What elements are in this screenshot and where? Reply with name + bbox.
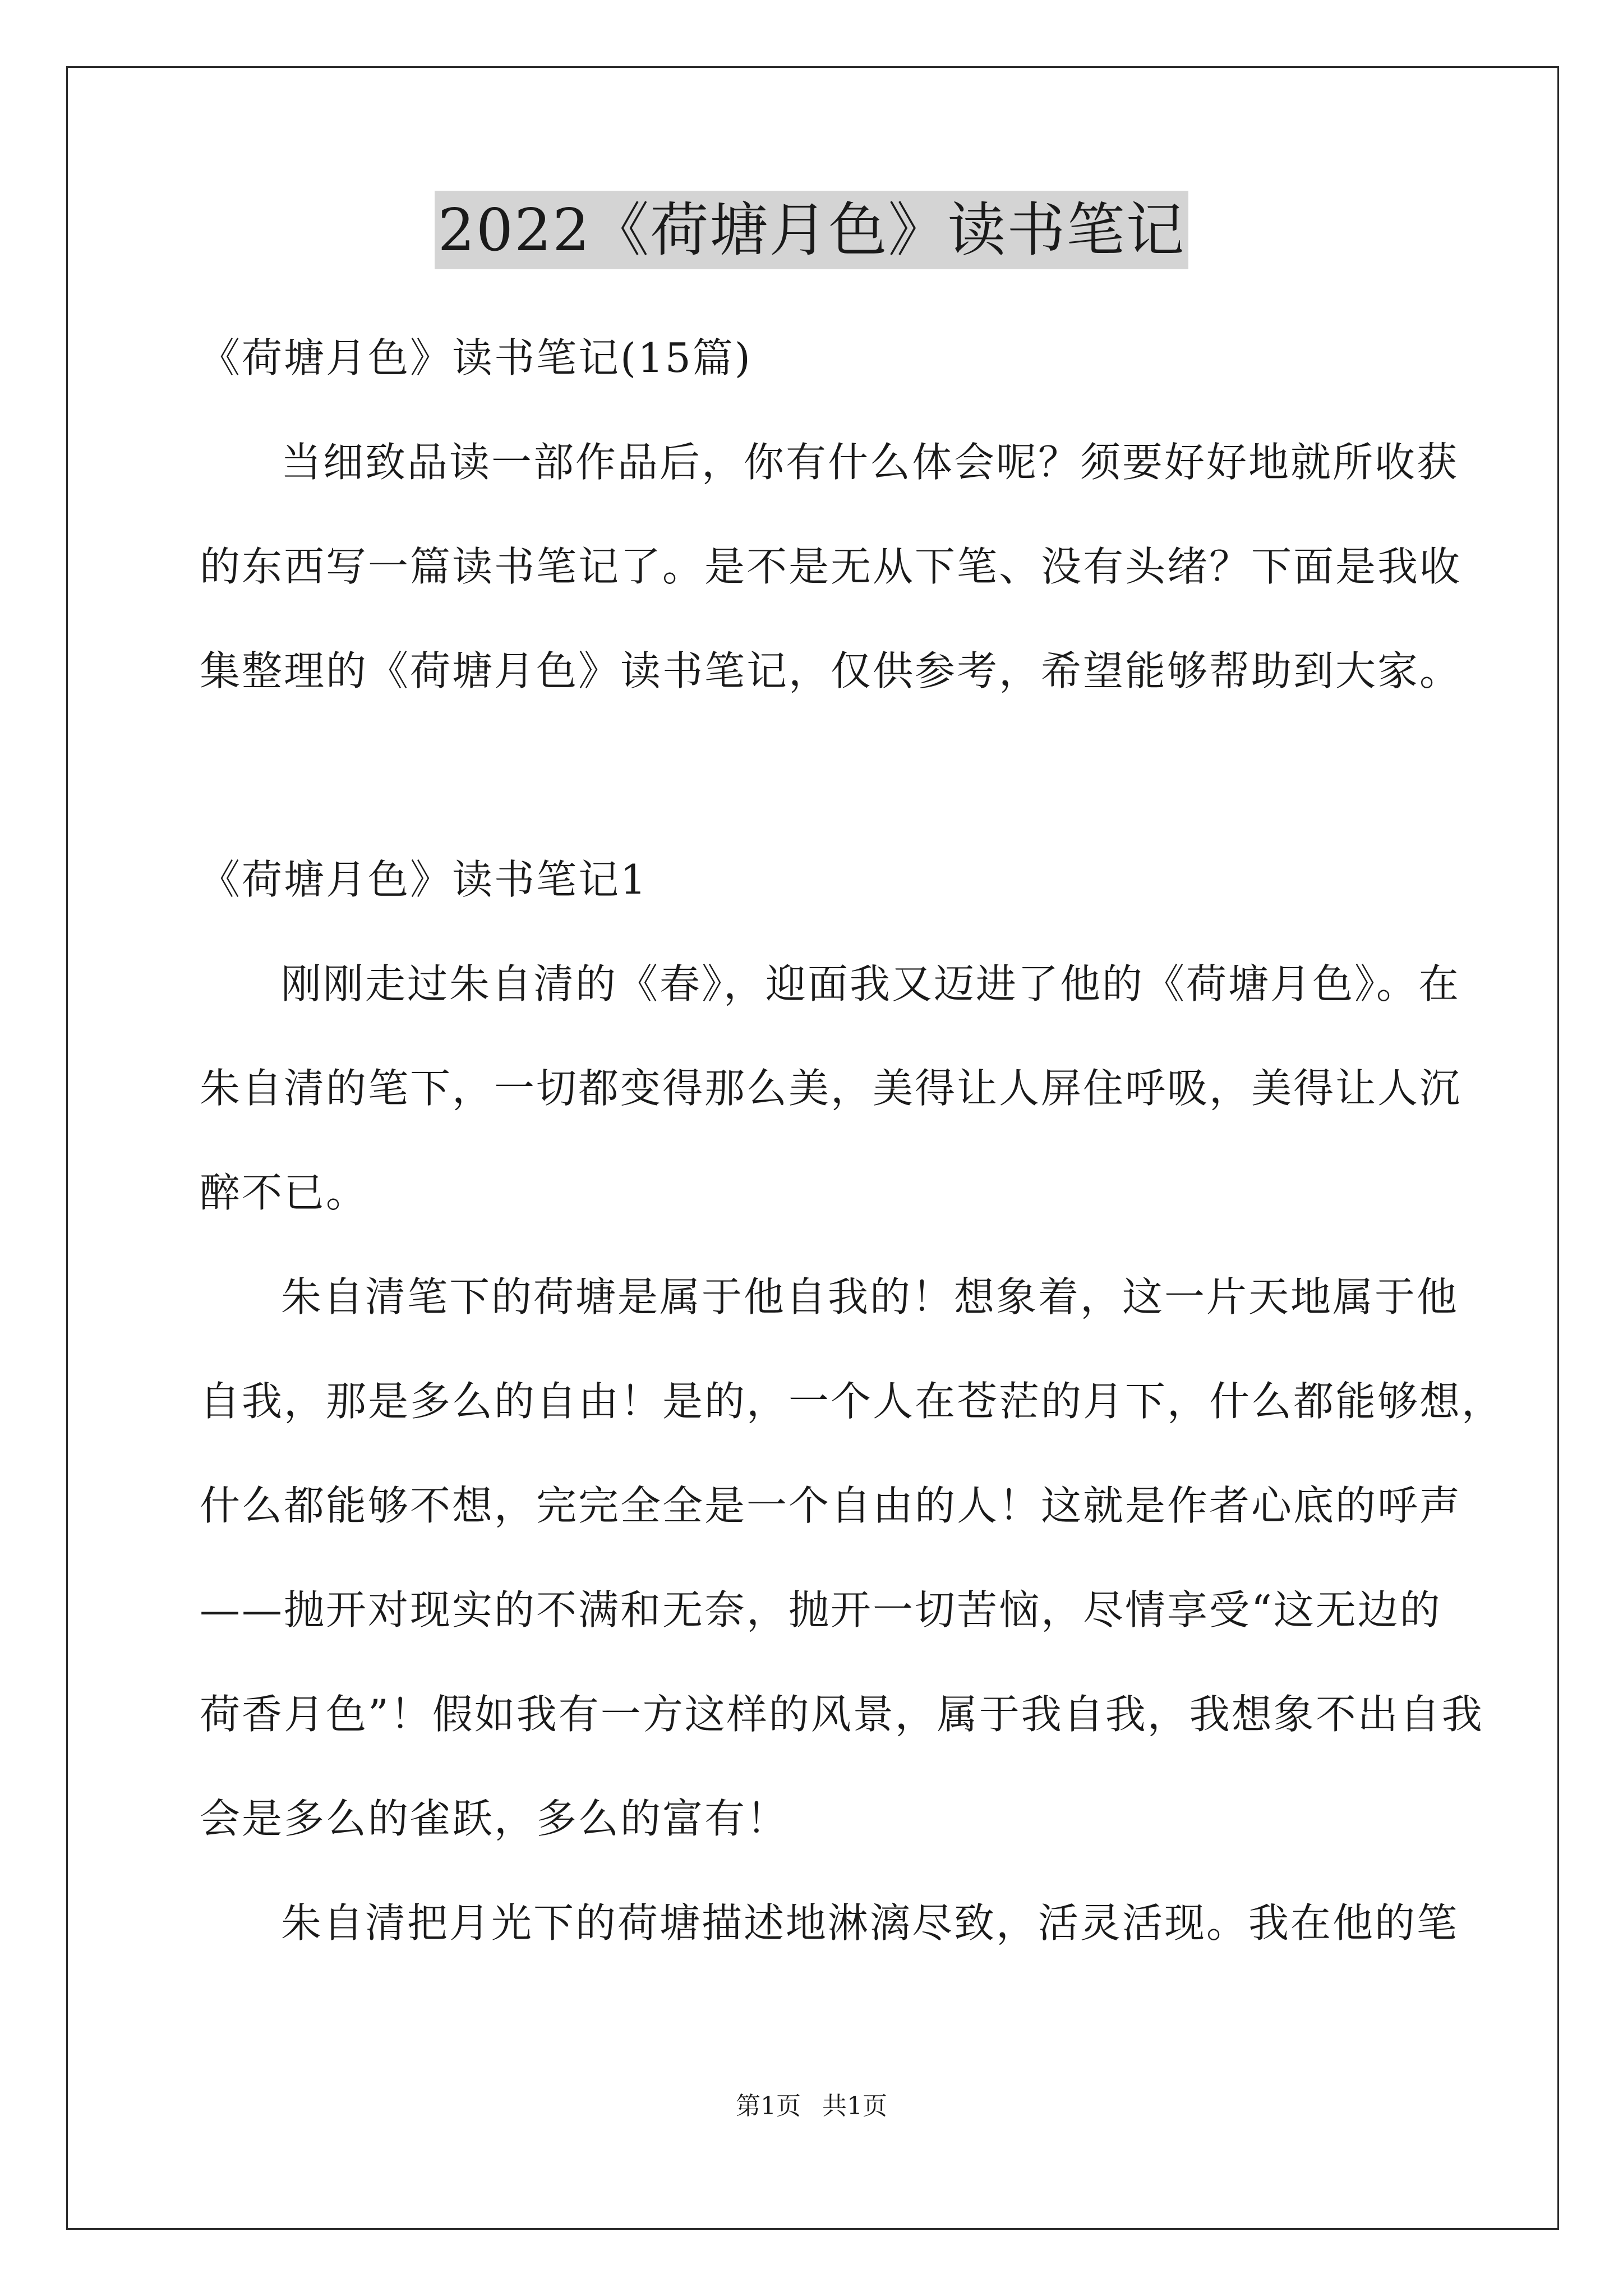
intro-line: 集整理的《荷塘月色》读书笔记，仅供参考，希望能够帮助到大家。 <box>200 647 1462 694</box>
title-container <box>0 191 1623 269</box>
paragraph-line: 荷香月色”！假如我有一方这样的风景，属于我自我，我想象不出自我 <box>200 1691 1484 1738</box>
document-title: 2022《荷塘月色》读书笔记 <box>435 191 1189 269</box>
paragraph-line: 自我，那是多么的自由！是的，一个人在苍茫的月下，什么都能够想， <box>200 1378 1504 1425</box>
paragraph-line: 朱自清笔下的荷塘是属于他自我的！想象着，这一片天地属于他 <box>281 1273 1459 1320</box>
paragraph-line: 朱自清把月光下的荷塘描述地淋漓尽致，活灵活现。我在他的笔 <box>281 1899 1459 1947</box>
blank-line <box>200 723 1433 827</box>
paragraph-line: 刚刚走过朱自清的《春》，迎面我又迈进了他的《荷塘月色》。在 <box>281 960 1461 1007</box>
page-footer <box>0 2090 1623 2123</box>
paragraph-line: 醉不已。 <box>200 1169 368 1216</box>
page-number: 第1页 <box>736 2092 801 2120</box>
document-body <box>200 306 1504 1975</box>
paragraph-line: ——抛开对现实的不满和无奈，抛开一切苦恼，尽情享受“这无边的 <box>200 1586 1442 1634</box>
paragraph-line: 朱自清的笔下，一切都变得那么美，美得让人屏住呼吸，美得让人沉 <box>200 1065 1462 1112</box>
subtitle: 《荷塘月色》读书笔记(15篇) <box>200 334 752 381</box>
paragraph-line: 会是多么的雀跃，多么的富有！ <box>200 1795 789 1842</box>
page-total: 共1页 <box>822 2092 887 2120</box>
paragraph-line: 什么都能够不想，完完全全是一个自由的人！这就是作者心底的呼声 <box>200 1482 1462 1529</box>
intro-line: 当细致品读一部作品后，你有什么体会呢？须要好好地就所收获 <box>281 439 1459 486</box>
section-heading: 《荷塘月色》读书笔记1 <box>200 856 648 903</box>
intro-line: 的东西写一篇读书笔记了。是不是无从下笔、没有头绪？下面是我收 <box>200 543 1462 590</box>
